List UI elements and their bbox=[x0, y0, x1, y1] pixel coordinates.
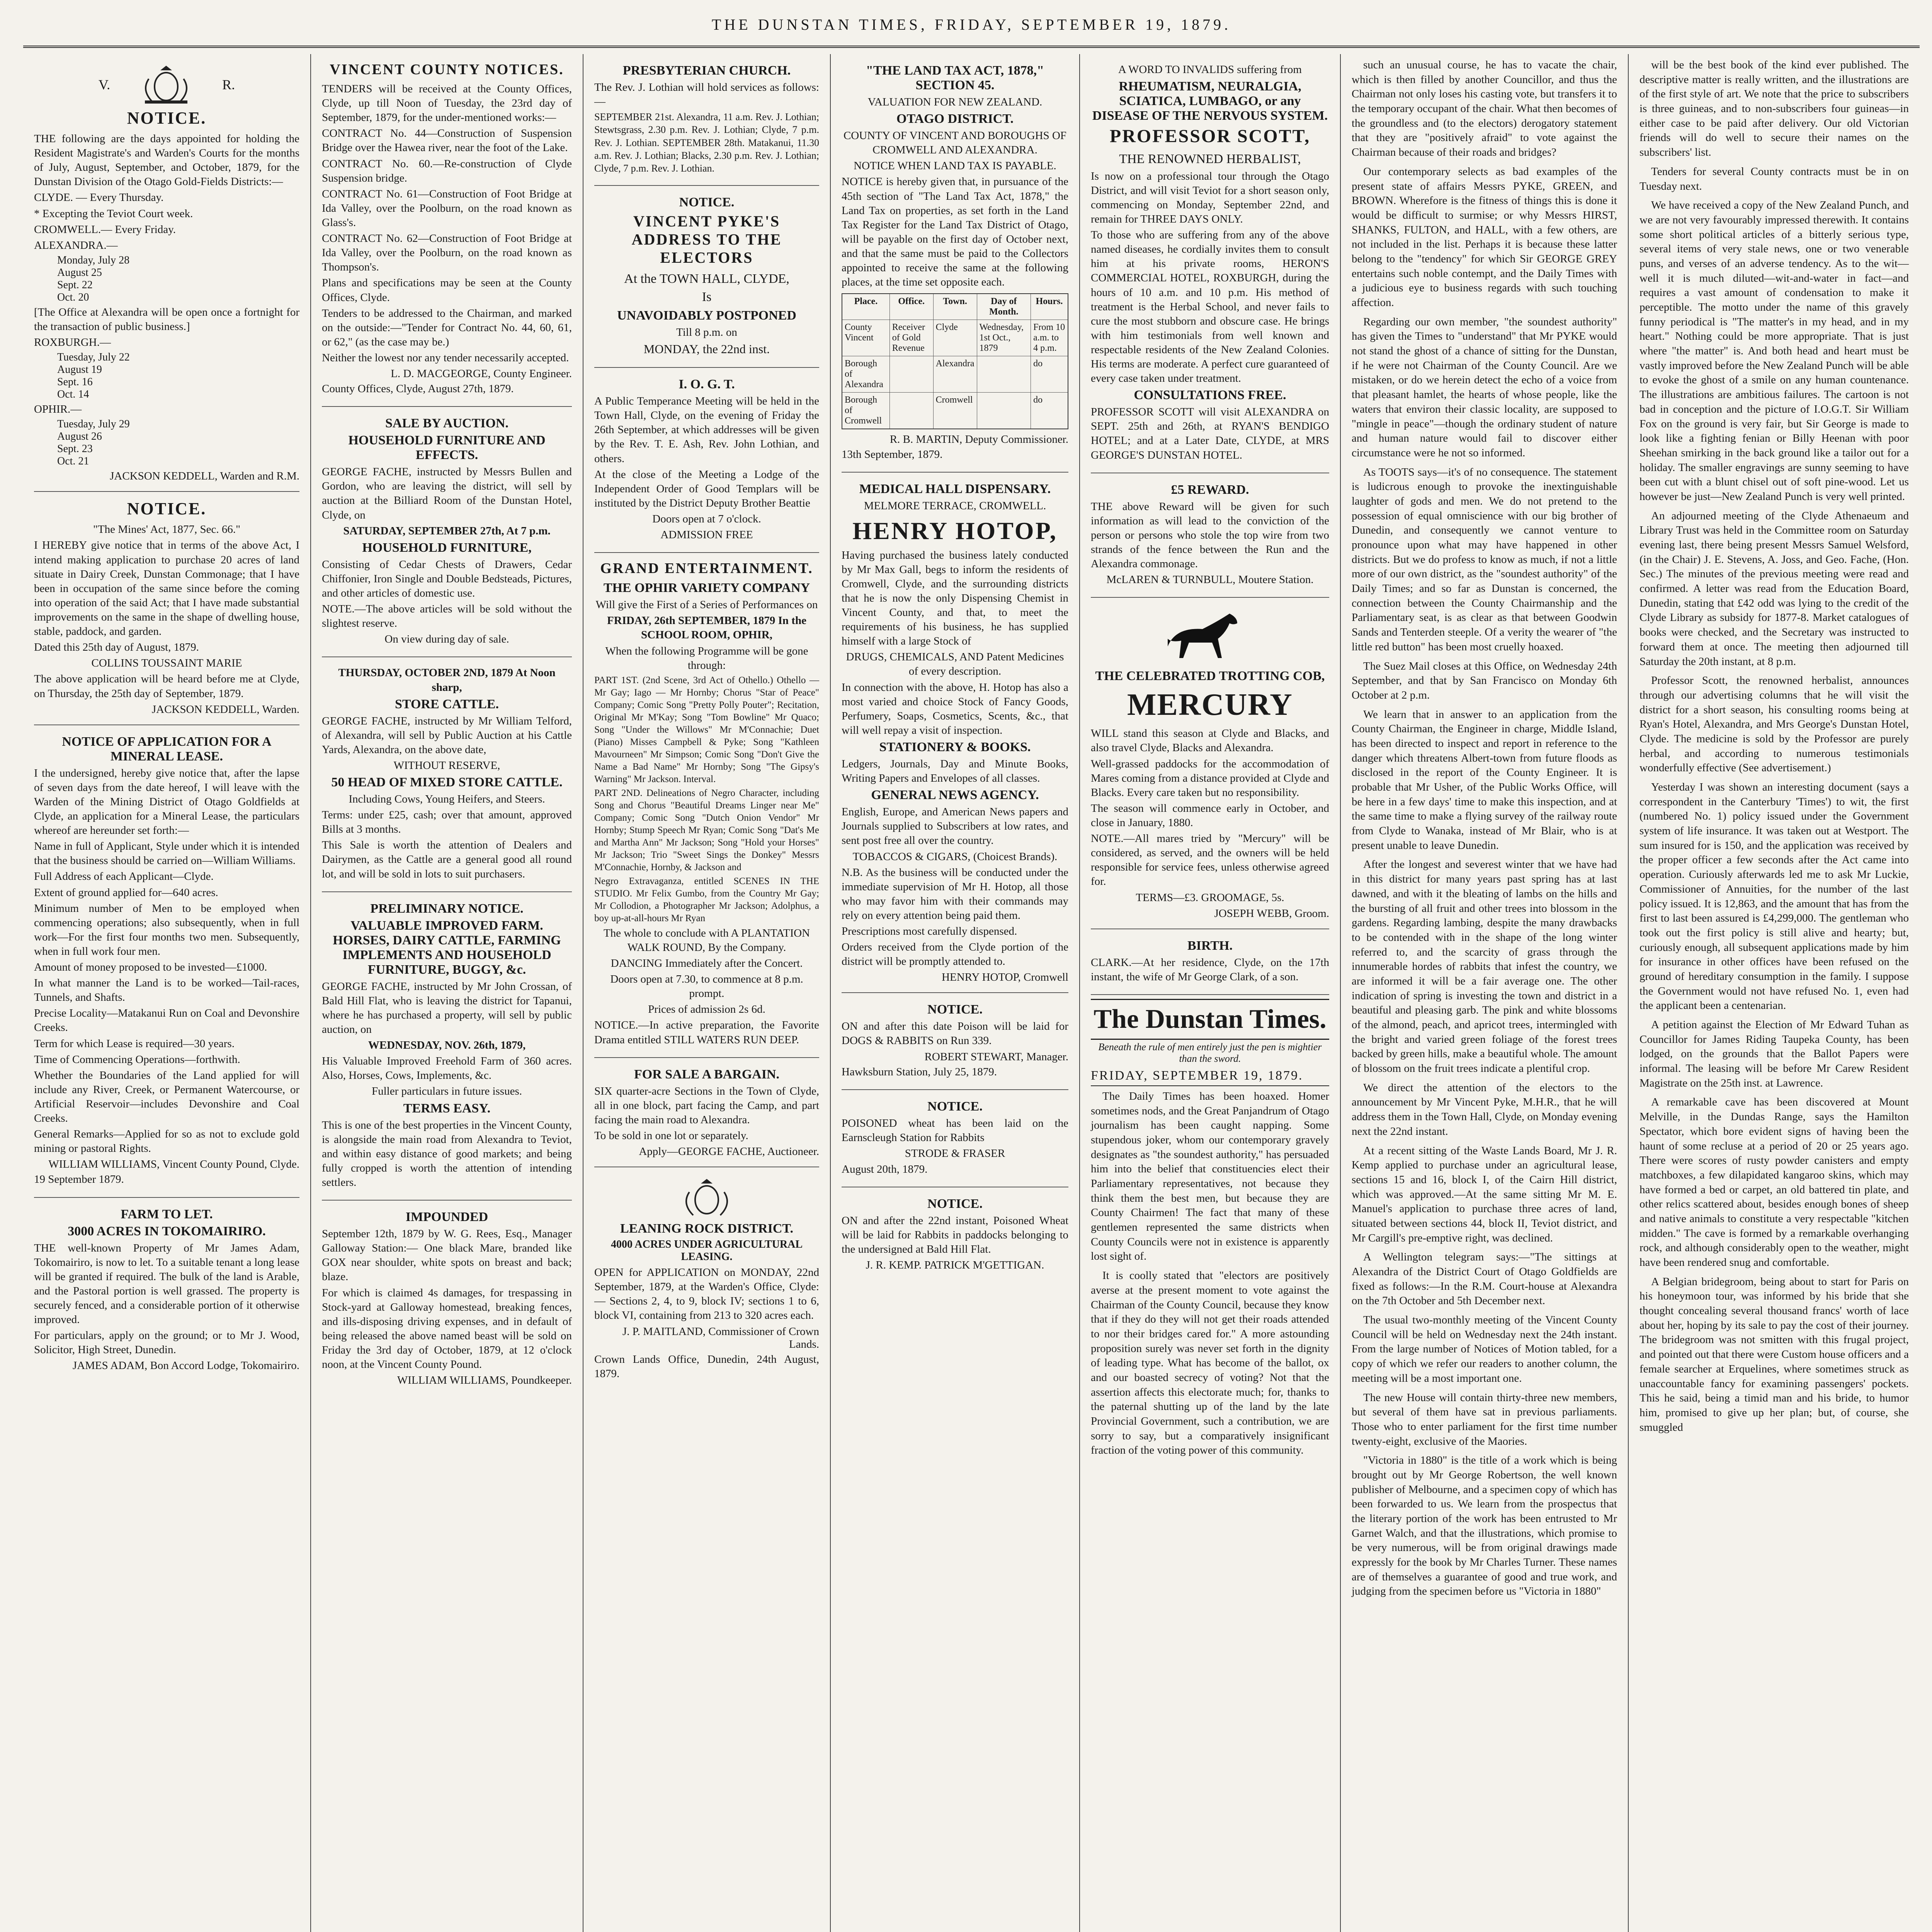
poison-notice-1 bbox=[842, 993, 1068, 1090]
ad-body: PROFESSOR SCOTT will visit ALEXANDRA on SEPT. 25th and 26th, at RYAN'S BENDIGO HOTEL; and at a Later Date, CLYDE, at MRS GEORGE'S DUNSTAN HOTEL. bbox=[1091, 406, 1329, 461]
table-header: Day of Month. bbox=[977, 294, 1031, 320]
paragraph: It is coolly stated that "electors are positively averse at the present moment to vote against the Chairman of the County Council, because they know that if they do they will not get their roads attended to nor their bridges cared for." A more astounding proposition surely was never set forth in the dignity of leading type. What has become of the ballot, ox and our boasted secrecy of voting? Not that the assertion affects this electorate much; for, thanks to the paternal shutting up of the land by the late Provincial Government, such a contribution, we are sorry to say, but a comparatively insignificant fraction of the voting power of this community. bbox=[1091, 1269, 1329, 1457]
paragraph: A Wellington telegram says:—"The sittings at Alexandra of the District Court of Otago Goldfields are fixed as follows:—In the R.M. Court-house at Alexandra on the 7th October and 5th December next. bbox=[1352, 1251, 1617, 1307]
ad-subheading: GENERAL NEWS AGENCY. bbox=[871, 788, 1039, 803]
alexandra-note: [The Office at Alexandra will be open once a fortnight for the transaction of public business.] bbox=[34, 306, 299, 333]
ad-body: Is now on a professional tour through the Otago District, and will visit Teviot for a short season only, commencing on Monday, September 22nd, and remain for THREE DAYS ONLY. bbox=[1091, 170, 1329, 225]
presbyterian-church-ad bbox=[594, 54, 819, 186]
notice-heading: NOTICE OF APPLICATION FOR A MINERAL LEASE. bbox=[62, 734, 272, 764]
ad-heading: I. O. G. T. bbox=[679, 377, 735, 392]
ad-subheading: NOTICE WHEN LAND TAX IS PAYABLE. bbox=[854, 160, 1056, 172]
ad-subheading: VALUATION FOR NEW ZEALAND. bbox=[867, 96, 1043, 108]
iogt-ad bbox=[594, 368, 819, 553]
ad-body: For which is claimed 4s damages, for trespassing in Stock-yard at Galloway homestead, breaking fences, and ills-disposing driving expenses, and in default of being released the above named beast will be sold on Friday the 3rd day of October, 1879, at 12 o'clock noon, at the Vincent County Pound. bbox=[322, 1286, 572, 1371]
ad-heading: NOTICE. bbox=[927, 1099, 983, 1114]
column-2 bbox=[311, 54, 583, 1932]
ad-note: NOTE.—All mares tried by "Mercury" will be considered, as served, and the owners will be held responsible for service fees, unless otherwise agreed for. bbox=[1091, 832, 1329, 888]
ad-terms: TERMS—£3. GROOMAGE, 5s. bbox=[1136, 891, 1284, 904]
date-line: Sept. 23 bbox=[57, 443, 93, 455]
roxburgh-dates bbox=[57, 351, 299, 401]
notice-body: I the undersigned, hereby give notice that, after the lapse of seven days from the date hereof, I will leave with the Warden of the Mining District of Otago Goldfields at Clyde, an application for a Mineral Lease, the particulars whereof are hereunder set forth:— bbox=[34, 767, 299, 837]
professor-scott-ad bbox=[1091, 54, 1329, 473]
ad-heading: LEANING ROCK DISTRICT. bbox=[620, 1221, 794, 1236]
date-line: Oct. 14 bbox=[57, 388, 89, 401]
store-cattle-ad bbox=[322, 657, 572, 892]
signature: L. D. MACGEORGE, County Engineer. bbox=[391, 367, 572, 380]
ad-body: CLARK.—At her residence, Clyde, on the 17th instant, the wife of Mr George Clark, of a son. bbox=[1091, 956, 1329, 983]
reward-ad bbox=[1091, 473, 1329, 598]
ad-date: MONDAY, the 22nd inst. bbox=[643, 342, 770, 356]
royal-crest bbox=[34, 63, 299, 106]
ad-subheading: STATIONERY & BOOKS. bbox=[879, 740, 1031, 754]
paragraph: Professor Scott, the renowned herbalist, announces through our advertising columns that he will visit the district for a short season, his consulting rooms being at Ryan's Hotel, Alexandra, and Mrs George's Dunstan Hotel, Clyde. The medicine is sold by the Professor are purely herbal, and according to numerous testimonials wonderfully effective (See advertisement.) bbox=[1639, 674, 1909, 774]
list-item: Time of Commencing Operations—forthwith. bbox=[34, 1053, 240, 1066]
ad-heading: NOTICE. bbox=[679, 195, 735, 209]
paragraph: We direct the attention of the electors to the announcement by Mr Vincent Pyke, M.H.R., that he will address them in the Town Hall, Clyde, on Monday evening next the 22nd instant. bbox=[1352, 1081, 1617, 1138]
ad-subheading: RHEUMATISM, NEURALGIA, SCIATICA, LUMBAGO, or any DISEASE OF THE NERVOUS SYSTEM. bbox=[1092, 79, 1328, 123]
notice-heading: NOTICE. bbox=[127, 109, 207, 128]
ad-heading: GRAND ENTERTAINMENT. bbox=[600, 560, 813, 577]
table-cell: County Vincent bbox=[842, 320, 889, 356]
ad-heading: FOR SALE A BARGAIN. bbox=[634, 1067, 779, 1082]
column-4 bbox=[831, 54, 1080, 1932]
crest-r: R. bbox=[222, 77, 235, 92]
ad-body: A Public Temperance Meeting will be held in the Town Hall, Clyde, on the evening of Friday the 26th September, at which addresses will be given by the Rev. T. E. Ash, Rev. John Lothian, and others. bbox=[594, 395, 819, 465]
date-line: Tuesday, July 22 bbox=[57, 351, 130, 364]
court-notice bbox=[34, 54, 299, 492]
ad-date: THURSDAY, OCTOBER 2ND, 1879 At Noon sharp, bbox=[338, 667, 556, 694]
cromwell-line: CROMWELL.— Every Friday. bbox=[34, 223, 176, 236]
list-item: Precise Locality—Matakanui Run on Coal and Devonshire Creeks. bbox=[34, 1007, 299, 1034]
ad-body: UNAVOIDABLY POSTPONED bbox=[617, 308, 796, 323]
ad-subheading: 50 HEAD OF MIXED STORE CATTLE. bbox=[331, 775, 563, 790]
roxburgh-line: ROXBURGH.— bbox=[34, 336, 111, 349]
ad-body: To those who are suffering from any of the above named diseases, he cordially invites them to consult him at his private rooms, HERON'S COMMERCIAL HOTEL, ROXBURGH, during the hours of 10 a.m. and 10 p.m. His method of treatment is the Herbal School, and never fails to cure the most stubborn and obscure case. He brings with him testimonials from well known and respectable residents of the New Zealand Colonies. His terms are moderate. A perfect cure guaranteed of every case taken under treatment. bbox=[1091, 229, 1329, 385]
table-cell: Cromwell bbox=[933, 393, 977, 429]
paragraph: The Suez Mail closes at this Office, on Wednesday 24th September, and that by San Francisco on Monday 6th October at 2 p.m. bbox=[1352, 660, 1617, 701]
ad-body: Plans and specifications may be seen at the County Offices, Clyde. bbox=[322, 277, 572, 304]
ad-date: SATURDAY, SEPTEMBER 27th, At 7 p.m. bbox=[343, 524, 551, 537]
notice-body: I HEREBY give notice that in terms of the above Act, I intend making application to purchase 20 acres of land situate in Dairy Creek, Dunstan Commonage; that I have been in occupation of the same since before the coming into operation of the said Act; that I have made substantial improvements on the same in the shape of dwelling house, stable, paddock, and garden. bbox=[34, 539, 299, 638]
paragraph: We learn that in answer to an application from the County Chairman, the Engineer in charge, Middle Island, has been directed to inspect and report in reference to the danger which threatens Albert-town from future floods as disclosed in the report of the County Engineer. It is probable that Mr Usher, of the Public Works Office, will be here in a few days' time to make this inspection, and at the same time to make a flying survey of the railway route from Clyde to Wanaka, instead of Mr Blair, who is at present unable to leave Dunedin. bbox=[1352, 708, 1617, 852]
ad-body: When the following Programme will be gone through: bbox=[605, 645, 808, 672]
notice-body: THE following are the days appointed for holding the Resident Magistrate's and Warden's Courts for the months of July, August, September, and October, 1879, for the Dunstan Division of the Otago Gold-Fields Districts:— bbox=[34, 133, 299, 188]
ad-body: Is bbox=[702, 290, 712, 304]
paragraph: "Victoria in 1880" is the title of a work which is being brought out by Mr George Robertson, the well known publisher of Melbourne, and a specimen copy of which has been forwarded to us. We learn from the prospectus that the literary portion of the work has been entrusted to Mr Garnet Walch, and that the illustrations, which promise to be very numerous, will be from original drawings made expressly for the book by Mr Charles Turner. These names are of themselves a guarantee of good and true work, and judging from the specimen before us "Victoria in 1880" bbox=[1352, 1454, 1617, 1598]
ad-date: Hawksburn Station, July 25, 1879. bbox=[842, 1065, 997, 1078]
ad-body: Neither the lowest nor any tender necessarily accepted. bbox=[322, 351, 569, 364]
list-item: Amount of money proposed to be invested—£1000. bbox=[34, 961, 267, 974]
ad-subheading: HOUSEHOLD FURNITURE AND EFFECTS. bbox=[348, 433, 546, 463]
table-cell: Clyde bbox=[933, 320, 977, 356]
ad-body: Orders received from the Clyde portion of the district will be promptly attended to. bbox=[842, 941, 1068, 968]
paragraph: An adjourned meeting of the Clyde Athenaeum and Library Trust was held in the Committee room on Saturday evening last, there being present Messrs Samuel Welsford, (in the Chair) J. E. Stevens, A. Joss, and Geo. Fache, (Hon. Sec.) The minutes of the previous meeting were read and confirmed. A letter was read from the Education Board, Dunedin, stating that £42 odd was lying to the credit of the Clyde Library as subsidy for 1877-8. Market catalogues of books were checked, and the Secretary was instructed to forward them at once. The meeting then adjourned till Saturday the 20th instant, at 8 p.m. bbox=[1639, 509, 1909, 668]
ad-heading: A WORD TO INVALIDS suffering from bbox=[1118, 63, 1302, 76]
ad-body: Will give the First of a Series of Performances on bbox=[595, 599, 818, 611]
table-cell: From 10 a.m. to 4 p.m. bbox=[1031, 320, 1068, 356]
programme-part-1: PART 1ST. (2nd Scene, 3rd Act of Othello.) Othello — Mr Gay; Iago — Mr Hornby; Chorus "Star of Peace" Company; Comic Song "Pretty Polly Pouter"; Recitation, Original Mr M'Kay; Song "Tom Bowline" Mr Quaco; Song "Under the Willows" Mr M'Connachie; Duet (Piano) Misses Campbell & Pyke; Song "Kathleen Mavourneen" Mr Simpson; Comic Song "Don't Give the Name a Bad Name" Mr Hornby; Song "The Gipsy's Warning" Mr Jackson. Interval. bbox=[594, 675, 819, 784]
ad-body: English, Europe, and American News papers and Journals supplied to Subscribers at low rates, and sent post free all over the country. bbox=[842, 806, 1068, 847]
ad-body: POISONED wheat has been laid on the Earnscleugh Station for Rabbits bbox=[842, 1117, 1068, 1144]
ad-subheading: THE OPHIR VARIETY COMPANY bbox=[603, 581, 810, 595]
date-line: Tuesday, July 29 bbox=[57, 418, 130, 430]
horse-name: MERCURY bbox=[1127, 688, 1293, 722]
ad-note: NOTE.—The above articles will be sold without the slightest reserve. bbox=[322, 603, 572, 630]
ad-apply: For particulars, apply on the ground; or to Mr J. Wood, Solicitor, High Street, Dunedin. bbox=[34, 1329, 299, 1356]
paragraph: The new House will contain thirty-three new members, but several of them have sat in previous parliaments. Those who to enter parliament for the first time number twenty-eight, exclusive of the Maories. bbox=[1352, 1391, 1617, 1447]
ad-subheading: THE RENOWNED HERBALIST, bbox=[1119, 152, 1301, 167]
ad-subheading: COUNTY OF VINCENT AND BOROUGHS OF CROMWELL AND ALEXANDRA. bbox=[843, 129, 1067, 156]
ad-body: Till 8 p.m. on bbox=[676, 326, 737, 339]
mines-act-notice bbox=[34, 492, 299, 725]
table-header: Office. bbox=[889, 294, 933, 320]
paragraph: Yesterday I was shown an interesting document (says a correspondent in the Canterbury 'Times') to wit, the first (numbered No. 1) policy issued under the Government system of life insurance. It was taken out at Westport. The sum insured for is 150, and the application was received by the proper officer a few seconds after the Act came into operation. Curiously afterwards led me to ask Mr Luckie, Commissioner of Annuities, for the number of the last policy issued. It is 12,863, and the amount that has from the first to last been assured is £4,299,000. The gentleman who took out the first policy is still alive and hearty; but, curiously enough, all subsequent applications made by him for insurance in other offices have been refused on the ground of hereditary consumption in the family. I suppose the Government would not have refused No. 1, even had the applicant been a centenarian. bbox=[1639, 781, 1909, 1012]
top-rule bbox=[23, 46, 1920, 48]
signature: WILLIAM WILLIAMS, Vincent County Pound, Clyde. bbox=[48, 1158, 299, 1171]
ad-body: Prescriptions most carefully dispensed. bbox=[842, 925, 1017, 938]
leaning-rock-ad bbox=[594, 1167, 819, 1391]
ad-body: The whole to conclude with A PLANTATION WALK ROUND, By the Company. bbox=[603, 927, 810, 954]
signature: R. B. MARTIN, Deputy Commissioner. bbox=[889, 433, 1068, 446]
paragraph: Our contemporary selects as bad examples of the present state of affairs Messrs PYKE, GREEN, and BROWN. Wherefore is the fitness of things this is done it would be difficult to surmise; or why Messrs HIRST, SHANKS, FULTON, and HALL, with a few others, are not included in the list. Perhaps it is because these latter belong to the "tendency" for which Sir GEORGE GREY entertains such noble contempt, and the Daily Times with a judicious eye to business regards with such touching affection. bbox=[1352, 165, 1617, 309]
column-5 bbox=[1080, 54, 1341, 1932]
table-header: Hours. bbox=[1031, 294, 1068, 320]
ad-date: WEDNESDAY, NOV. 26th, 1879, bbox=[368, 1039, 526, 1052]
ad-note: NOTICE.—In active preparation, the Favorite Drama entitled STILL WATERS RUN DEEP. bbox=[594, 1019, 819, 1046]
vincent-county-notices bbox=[322, 54, 572, 407]
ad-body: NOTICE is hereby given that, in pursuance of the 45th section of "The Land Tax Act, 1878," the Land Tax on properties, as set forth in the Land Tax Register for the Land Tax District of Otago, will be payable on the first day of October next, and that the same must be paid to the Collectors appointed to receive the same at the following places, at the time set opposite each. bbox=[842, 175, 1068, 289]
paper-motto: Beneath the rule of men entirely just the pen is mightier than the sword. bbox=[1098, 1041, 1322, 1064]
ad-subheading: CONSULTATIONS FREE. bbox=[1134, 388, 1286, 403]
signature: HENRY HOTOP, Cromwell bbox=[942, 971, 1068, 984]
ad-heading: MEDICAL HALL DISPENSARY. bbox=[859, 482, 1051, 497]
paragraph: Regarding our own member, "the soundest authority" has given the Times to "understand" that Mr PYKE would not stand the ghost of a chance of sitting for the Dunstan, if he were not Chairman of the County Council. Are we mistaken, or do we herein detect the echo of a voice from that pleasant hamlet, the hearts of whose people, like the waters that environ their classic locality, are supposed to "mingle in peace"—though the ordinary student of nature and human nature would fail to discover either circumstance were he not so informed. bbox=[1352, 315, 1617, 459]
ad-heading: £5 REWARD. bbox=[1171, 482, 1249, 497]
masthead: THE DUNSTAN TIMES, FRIDAY, SEPTEMBER 19, 1879. bbox=[711, 16, 1231, 33]
paragraph: will be the best book of the kind ever published. The descriptive matter is really written, and the illustrations are of the first style of art. We note that the price to subscribers is three guineas, and to non-subscribers four guineas—in either case to be paid after delivery. Our old Victorian friends will do well to secure their names on the subscribers' list. bbox=[1639, 59, 1909, 159]
crest-v: V. bbox=[98, 77, 111, 92]
ophir-dates bbox=[57, 418, 299, 468]
ad-body: Having purchased the business lately conducted by Mr Max Gall, begs to inform the residents of Cromwell, Clyde, and the surrounding districts that he is now the only Dispensing Chemist in Vincent County, and that, to meet the requirements of his business, he has supplied himself with a large Stock of bbox=[842, 549, 1068, 648]
ad-body: His Valuable Improved Freehold Farm of 360 acres. Also, Horses, Cows, Implements, &c. bbox=[322, 1055, 572, 1082]
table-cell: do bbox=[1031, 393, 1068, 429]
birth-notice bbox=[1091, 929, 1329, 995]
alexandra-line: ALEXANDRA.— bbox=[34, 239, 118, 252]
table-cell: Wednesday, 1st Oct., 1879 bbox=[977, 320, 1031, 356]
ad-note: ADMISSION FREE bbox=[660, 529, 753, 541]
poison-notice-3 bbox=[842, 1187, 1068, 1282]
ad-date: 13th September, 1879. bbox=[842, 448, 943, 461]
list-item: Whether the Boundaries of the Land applied for will include any River, Creek, or Permanent Watercourse, or Artificial Reservoir—includes Devonshire and Coal Creeks. bbox=[34, 1069, 299, 1125]
column-1 bbox=[23, 54, 311, 1932]
ad-body: THE well-known Property of Mr James Adam, Tokomairiro, is now to let. To a suitable tenant a long lease will be granted if required. The bulk of the land is Arable, and the Pastoral portion is well grassed. The property is securely fenced, and a considerable portion of it otherwise improved. bbox=[34, 1242, 299, 1326]
paragraph: Tenders for several County contracts must be in on Tuesday next. bbox=[1639, 165, 1909, 192]
notice-heading: NOTICE. bbox=[127, 499, 207, 519]
ad-body: GEORGE FACHE, instructed by Messrs Bullen and Gordon, who are leaving the district, will sell by auction at the Billiard Room of the Dunstan Hotel, Clyde, on bbox=[322, 466, 572, 521]
ad-heading: STORE CATTLE. bbox=[395, 697, 499, 711]
clyde-note: * Excepting the Teviot Court week. bbox=[34, 207, 193, 220]
ad-heading: FARM TO LET. bbox=[121, 1207, 213, 1221]
ad-note: WITHOUT RESERVE, bbox=[393, 759, 500, 772]
ad-heading: SALE BY AUCTION. bbox=[385, 416, 509, 431]
list-item: General Remarks—Applied for so as not to exclude gold mining or pastoral Rights. bbox=[34, 1128, 299, 1155]
table-cell: Alexandra bbox=[933, 356, 977, 393]
royal-crest bbox=[594, 1177, 819, 1219]
land-tax-notice bbox=[842, 54, 1068, 473]
table-cell bbox=[889, 393, 933, 429]
table-header-row bbox=[842, 294, 1068, 320]
ad-note: On view during day of sale. bbox=[384, 633, 509, 646]
alexandra-dates bbox=[57, 254, 299, 304]
paragraph: At a recent sitting of the Waste Lands Board, Mr J. R. Kemp applied to purchase under an agricultural lease, sections 15 and 16, block I, of the Cairn Hill district, which was approved.—At the same sitting Mr M. E. Manuel's application to purchase three acres of land, situated between sections 44, block II, Teviot district, and Mr Cargill's pre-emptive right, was declined. bbox=[1352, 1144, 1617, 1244]
list-item: Term for which Lease is required—30 years. bbox=[34, 1037, 235, 1050]
contract-item: CONTRACT No. 61—Construction of Foot Bridge at Ida Valley, over the Poolburn, on the road known as Glass's. bbox=[322, 187, 572, 229]
ad-body: THE above Reward will be given for such information as will lead to the conviction of the person or persons who stole the top wire from two strands of the fence between the Run and the Alexandra commonage. bbox=[1091, 500, 1329, 570]
ad-body: Consisting of Cedar Chests of Drawers, Cedar Chiffonier, Iron Single and Double Bedsteads, Pictures, and other articles of domestic use. bbox=[322, 558, 572, 599]
paper-title: The Dunstan Times. bbox=[1091, 999, 1329, 1040]
table-header: Town. bbox=[933, 294, 977, 320]
paragraph: We have received a copy of the New Zealand Punch, and we are not very favourably impressed therewith. It contains some short political articles of a bitterly serious type, several items of very stale news, one or two venerable puns, and verses of an adverse tendency. As to the wit—well it is much diluted—wit-and-water in fact—and requires a vast amount of condensation to make it perceptible. The motto under the name of this gravely funny periodical is "The matter's in my head, and in my heart." Nothing could be more appropriate. That is just where "the matter" is. And both head and heart must be vastly improved before the New Zealand Punch will be able to evoke the ghost of a smile on any human countenance. The illustrations are ambitious failures. The cartoon is not bad in conception and the picture of I.O.G.T. Sir William Fox on the ground is very fair, but Sir George is made to look like a fighting fenian or Billy Heenan with poor Sheehan smirking in the back ground like a tailor out for a holiday. The smaller engravings are sunny seeming to have been cut with a blunt chisel out of soft pine-wood. Let us however be just—New Zealand Punch is very well printed. bbox=[1639, 199, 1909, 503]
horse-icon bbox=[1091, 608, 1329, 666]
paragraph: A petition against the Election of Mr Edward Tuhan as Councillor for James Riding Taupeka County, has been lodged, on the grounds that the Ballot Papers were informal. The leasing will be before Mr Carew Resident Magistrate on the 25th inst. at Lawrence. bbox=[1639, 1019, 1909, 1089]
date-line: Sept. 16 bbox=[57, 376, 93, 388]
ad-body: GEORGE FACHE, instructed by Mr William Telford, of Alexandra, will sell by Public Auction at his Cattle Yards, Alexandra, on the above date, bbox=[322, 714, 572, 756]
date-line: August 19 bbox=[57, 364, 102, 376]
notice-hearing: The above application will be heard before me at Clyde, on Thursday, the 25th day of September, 1879. bbox=[34, 673, 299, 700]
ad-heading: NOTICE. bbox=[927, 1002, 983, 1017]
ad-date: FRIDAY, 26th SEPTEMBER, 1879 In the SCHOOL ROOM, OPHIR, bbox=[607, 614, 806, 641]
table-cell: do bbox=[1031, 356, 1068, 393]
columns bbox=[23, 54, 1920, 1932]
bargain-ad bbox=[594, 1058, 819, 1167]
table-cell bbox=[977, 356, 1031, 393]
notice-date: 19 September 1879. bbox=[34, 1173, 124, 1186]
list-item: In what manner the Land is to be worked—Tail-races, Tunnels, and Shafts. bbox=[34, 977, 299, 1004]
date-line: Oct. 20 bbox=[57, 291, 89, 303]
list-item: Minimum number of Men to be employed when commencing operations; also subsequently, when in full work—For the first four months two men. Subsequently, when in full work four men. bbox=[34, 902, 299, 957]
ad-subheading: HOUSEHOLD FURNITURE, bbox=[362, 540, 532, 555]
paragraph: A remarkable cave has been discovered at Mount Melville, in the Dundas Range, says the Hamilton Spectator, which bore evident signs of having been the haunt of some recluse at a period of 20 or 25 years ago. There were scores of rusty powder canisters and empty matchboxes, a few dilapidated kangaroo skins, which may have formed a bed or carpet, an old battered tin plate, and other relics scattered about, besides enough bones of sheep and native animals to constitute a very respectable "kitchen midden." The cave is formed by a remarkable overhanging rock, and although considerably open to the weather, might have been rendered snug and comfortable. bbox=[1639, 1096, 1909, 1269]
ad-note: Fuller particulars in future issues. bbox=[372, 1085, 522, 1098]
dateline: FRIDAY, SEPTEMBER 19, 1879. bbox=[1091, 1068, 1329, 1086]
signature: JOSEPH WEBB, Groom. bbox=[1214, 907, 1329, 920]
signature: JACKSON KEDDELL, Warden. bbox=[151, 703, 299, 716]
ad-subheading: 3000 ACRES IN TOKOMAIRIRO. bbox=[68, 1224, 266, 1238]
table-cell: Borough of Alexandra bbox=[842, 356, 889, 393]
ad-body: DRUGS, CHEMICALS, AND Patent Medicines of every description. bbox=[846, 651, 1064, 678]
coat-of-arms-icon bbox=[674, 1177, 740, 1219]
ad-heading: "THE LAND TAX ACT, 1878," SECTION 45. bbox=[866, 63, 1044, 92]
notice-date: Dated this 25th day of August, 1879. bbox=[34, 641, 199, 654]
ad-heading: PRESBYTERIAN CHURCH. bbox=[622, 63, 791, 78]
ad-body: OPEN for APPLICATION on MONDAY, 22nd September, 1879, at the Warden's Office, Clyde:— Sections 2, 4, to 9, block IV; sections 1 to 6, block VI, containing from 213 to 320 acres each. bbox=[594, 1266, 819, 1322]
signature: Apply—GEORGE FACHE, Auctioneer. bbox=[639, 1145, 819, 1158]
table-header: Place. bbox=[842, 294, 889, 320]
date-line: Oct. 21 bbox=[57, 455, 89, 468]
contract-item: CONTRACT No. 44—Construction of Suspension Bridge over the Hawea river, near the foot of the Lake. bbox=[322, 127, 572, 154]
poison-notice-2 bbox=[842, 1090, 1068, 1187]
column-6 bbox=[1341, 54, 1629, 1932]
ad-heading: PRELIMINARY NOTICE. bbox=[370, 901, 524, 916]
ad-heading: THE CELEBRATED TROTTING COB, bbox=[1095, 669, 1325, 684]
paragraph: After the longest and severest winter that we have had in this district for many years past spring has at last dawned, and with it the bleating of lambs on the hills and the bursting of all fruit and other trees into blossom in the gardens. Regarding lambing, despite the many drawbacks to be contended with in the shape of the long winter referred to, and the scarcity of grass through the innumerable hordes of rabbits that infest the country, we are informed it will be a fair average one. The other indication of spring is investing the town and district in a beautiful and pleasing garb. The pink and white blossoms of the almond, peach, and apricot trees, intermingled with the bright and varied green foliage of the forest trees backed by green hills, make a beautiful whole. The amount of blossom on the fruit trees indicate a plentiful crop. bbox=[1352, 858, 1617, 1075]
horse-illustration bbox=[1152, 608, 1268, 666]
ad-date: County Offices, Clyde, August 27th, 1879. bbox=[322, 383, 514, 395]
ad-body: Well-grassed paddocks for the accommodation of Mares coming from a distance provided at Clyde and Blacks. Every care taken but no responsibility. bbox=[1091, 757, 1329, 799]
ad-body: GEORGE FACHE, instructed by Mr John Crossan, of Bald Hill Flat, who is leaving the district for Tapanui, where he has purchased a property, will sell by public auction, on bbox=[322, 980, 572, 1036]
ad-subheading: TERMS EASY. bbox=[403, 1101, 491, 1116]
date-line: August 25 bbox=[57, 266, 102, 279]
table-row bbox=[842, 320, 1068, 356]
date-line: Monday, July 28 bbox=[57, 254, 130, 266]
table-row bbox=[842, 393, 1068, 429]
table-cell bbox=[889, 356, 933, 393]
signature: ROBERT STEWART, Manager. bbox=[924, 1050, 1068, 1063]
ad-body: ON and after this date Poison will be laid for DOGS & RABBITS on Run 339. bbox=[842, 1020, 1068, 1047]
ad-body: In connection with the above, H. Hotop has also a most varied and choice Stock of Fancy Goods, Perfumery, Soaps, Cosmetics, Scents, &c., that will well repay a visit of inspection. bbox=[842, 681, 1068, 736]
sale-by-auction-ad bbox=[322, 407, 572, 657]
table-row bbox=[842, 356, 1068, 393]
ad-subheading: 4000 ACRES UNDER AGRICULTURAL LEASING. bbox=[611, 1238, 803, 1263]
preliminary-notice-ad bbox=[322, 892, 572, 1201]
ad-heading: IMPOUNDED bbox=[405, 1210, 488, 1225]
signature: WILLIAM WILLIAMS, Poundkeeper. bbox=[397, 1374, 572, 1387]
ad-body: The season will commence early in October, and close in January, 1880. bbox=[1091, 802, 1329, 829]
ad-body: At the close of the Meeting a Lodge of the Independent Order of Good Templars will be instituted by the District Deputy Brother Beattie bbox=[594, 468, 819, 509]
tax-schedule-table bbox=[842, 293, 1068, 429]
farm-to-let-ad bbox=[34, 1198, 299, 1381]
ad-body: September 12th, 1879 by W. G. Rees, Esq., Manager Galloway Station:— One black Mare, branded like GOX near shoulder, white spots on breast and back; blaze. bbox=[322, 1228, 572, 1283]
coat-of-arms-icon bbox=[133, 63, 199, 106]
ad-body: Ledgers, Journals, Day and Minute Books, Writing Papers and Envelopes of all classes. bbox=[842, 757, 1068, 785]
paragraph: As TOOTS says—it's of no consequence. The statement is ludicrous enough to provoke the inextinguishable laughter of gods and men. We do not pretend to the possession of equal omniscience with our big brother of Dunedin, and consequently we cannot venture to pronounce upon what may have happened in other districts. But we do profess to know as much, if not a little more of our own district, as the "soundest authority" of the Daily Times; and so far as Dunstan is concerned, the connection between the County Chairmanship and the Parliamentary seat, is as clear as that between Goodwin Sands and Tenterden steeple. Of a verity the wearer of "the little red button" has been most cruelly hoaxed. bbox=[1352, 466, 1617, 653]
programme-part-2: PART 2ND. Delineations of Negro Character, including Song and Chorus "Beautiful Dreams Linger near Me" Company; Comic Song "Dutch Onion Vendor" Mr Hornby; Stump Speech Mr Ryan; Comic Song "Dat's Me and Martha Ann" Mr Jackson; Song "Hold your Horses" Mr Jackson; Trio "Sweet Sings the Donkey" Messrs M'Connachie, Hornby, & Jackson and bbox=[594, 787, 819, 872]
paragraph: The Daily Times has been hoaxed. Homer sometimes nods, and the Great Panjandrum of Otago journalism has been caught napping. Some stupendous joker, whom our contemporary gravely designates as "the soundest authority," has persuaded him into the belief that constituencies elect their Parliamentary representatives, not because they think them the best men, but because they are County Chairmen! The fact that many of these gentlemen represented the same districts when County Councils were not in existence is apparently lost sight of. bbox=[1091, 1090, 1329, 1263]
programme-negro: Negro Extravaganza, entitled SCENES IN THE STUDIO. Mr Felix Gumbo, from the Country Mr Gay; Mr Collodion, a Photographer Mr Jackson; Adolphus, a boy up-at-all-hours Mr Ryan bbox=[594, 876, 819, 923]
ad-note: Prices of admission 2s 6d. bbox=[648, 1003, 765, 1016]
ad-body: TENDERS will be received at the County Offices, Clyde, up till Noon of Tuesday, the 23rd day of September, 1879, for the under-mentioned works:— bbox=[322, 83, 572, 124]
column-3 bbox=[583, 54, 831, 1932]
ad-date: Crown Lands Office, Dunedin, 24th August, 1879. bbox=[594, 1353, 819, 1380]
mineral-lease-notice bbox=[34, 725, 299, 1198]
ad-subheading: VINCENT PYKE'S ADDRESS TO THE ELECTORS bbox=[631, 212, 782, 266]
table-cell: Borough of Cromwell bbox=[842, 393, 889, 429]
ad-body: The Rev. J. Lothian will hold services as follows:— bbox=[594, 81, 819, 108]
signature: J. P. MAITLAND, Commissioner of Crown Lands. bbox=[622, 1325, 819, 1350]
impounded-ad bbox=[322, 1201, 572, 1395]
date-line: August 26 bbox=[57, 430, 102, 443]
ad-subheading: MELMORE TERRACE, CROMWELL. bbox=[864, 500, 1046, 512]
ad-body: SIX quarter-acre Sections in the Town of Clyde, all in one block, part facing the Camp, and part facing the main road to Alexandra. bbox=[594, 1085, 819, 1126]
ad-body: This Sale is worth the attention of Dealers and Dairymen, as the Cattle are a general good all round lot, and will be sold in lots to suit purchasers. bbox=[322, 839, 572, 880]
ad-body: At the TOWN HALL, CLYDE, bbox=[624, 271, 789, 286]
ad-subheading: TOBACCOS & CIGARS, (Choicest Brands). bbox=[852, 850, 1058, 863]
ad-body: This is one of the best properties in the Vincent County, is alongside the main road from Alexandra to Teviot, and within easy distance of good markets; and being fully cropped is worth the attention of intending settlers. bbox=[322, 1119, 572, 1189]
paragraph: The usual two-monthly meeting of the Vincent County Council will be held on Wednesday next the 24th instant. From the large number of Notices of Motion tabled, for a copy of which we refer our readers to another column, the meeting will be a most important one. bbox=[1352, 1314, 1617, 1384]
signature: JACKSON KEDDELL, Warden and R.M. bbox=[110, 470, 299, 483]
ad-subheading: OTAGO DISTRICT. bbox=[896, 112, 1014, 126]
ad-subheading: VALUABLE IMPROVED FARM. HORSES, DAIRY CATTLE, FARMING IMPLEMENTS AND HOUSEHOLD FURNITURE, BUGGY, &c. bbox=[333, 918, 561, 977]
medical-hall-ad bbox=[842, 473, 1068, 993]
list-item: Extent of ground applied for—640 acres. bbox=[34, 886, 218, 899]
ad-body: DANCING Immediately after the Concert. bbox=[611, 957, 803, 970]
ad-name: HENRY HOTOP, bbox=[852, 517, 1058, 544]
ad-body: WILL stand this season at Clyde and Blacks, and also travel Clyde, Blacks and Alexandra. bbox=[1091, 727, 1329, 754]
signature: J. R. KEMP. PATRICK M'GETTIGAN. bbox=[866, 1259, 1044, 1272]
date-line: Sept. 22 bbox=[57, 279, 93, 291]
editorial-body bbox=[1352, 54, 1617, 1599]
schedule: SEPTEMBER 21st. Alexandra, 11 a.m. Rev. J. Lothian; Stewtsgrass, 2.30 p.m. Rev. J. Lothian; Clyde, 7 p.m. Rev. J. Lothian. SEPTEMBER 28th. Matakanui, 11.30 a.m. Rev. J. Lothian; Blacks, 2.30 p.m. Rev. J. Lothian; Clyde, 7 p.m. Rev. J. Lothian. bbox=[594, 111, 819, 174]
table-cell bbox=[977, 393, 1031, 429]
clyde-line: CLYDE. — Every Thursday. bbox=[34, 191, 164, 204]
editorial-section bbox=[1091, 999, 1329, 1458]
signature: STRODE & FRASER bbox=[905, 1147, 1005, 1160]
ad-body: Including Cows, Young Heifers, and Steers. bbox=[349, 793, 545, 806]
ad-heading: NOTICE. bbox=[927, 1197, 983, 1211]
ad-body: Tenders to be addressed to the Chairman, and marked on the outside:—"Tender for Contract No. 44, 60, 61, or 62," (as the case may be.) bbox=[322, 307, 572, 348]
contract-item: CONTRACT No. 60.—Re-construction of Clyde Suspension bridge. bbox=[322, 157, 572, 184]
signature: McLAREN & TURNBULL, Moutere Station. bbox=[1106, 573, 1314, 586]
ad-date: August 20th, 1879. bbox=[842, 1163, 928, 1176]
ad-heading: VINCENT COUNTY NOTICES. bbox=[330, 61, 564, 78]
paragraph: such an unusual course, he has to vacate the chair, which is then filled by another Councillor, and thus the Chairman not only loses his casting vote, but transfers it to the temporary occupant of the chair. What then becomes of the groundless and (to the electors) derogatory statement that they are "positively afraid" to vote against the Chairman because of their roads and bridges? bbox=[1352, 59, 1617, 159]
editorial-body bbox=[1091, 1089, 1329, 1458]
ad-body: ON and after the 22nd instant, Poisoned Wheat will be laid for Rabbits in paddocks belonging to the undersigned at Bald Hill Flat. bbox=[842, 1214, 1068, 1256]
notice-subheading: "The Mines' Act, 1877, Sec. 66." bbox=[93, 523, 240, 536]
ad-note: Doors open at 7 o'clock. bbox=[652, 513, 761, 526]
column-7 bbox=[1629, 54, 1920, 1932]
contract-item: CONTRACT No. 62—Construction of Foot Bridge at Ida Valley, over the Poolburn, on the road known as Thompson's. bbox=[322, 232, 572, 274]
ad-name: PROFESSOR SCOTT, bbox=[1109, 126, 1311, 147]
table-cell: Receiver of Gold Revenue bbox=[889, 320, 933, 356]
ophir-line: OPHIR.— bbox=[34, 403, 82, 416]
grand-entertainment-ad bbox=[594, 553, 819, 1058]
ad-note: Doors open at 7.30, to commence at 8 p.m. prompt. bbox=[610, 973, 803, 1000]
ad-heading: BIRTH. bbox=[1187, 938, 1233, 953]
signature: JAMES ADAM, Bon Accord Lodge, Tokomairiro. bbox=[72, 1359, 299, 1372]
trotting-cob-ad bbox=[1091, 598, 1329, 929]
list-item: Full Address of each Applicant—Clyde. bbox=[34, 870, 214, 883]
list-item: Name in full of Applicant, Style under which it is intended that the business should be carried on—William Williams. bbox=[34, 840, 299, 867]
ad-terms: Terms: under £25, cash; over that amount, approved Bills at 3 months. bbox=[322, 809, 572, 836]
editorial-body bbox=[1639, 54, 1909, 1435]
ad-body: To be sold in one lot or separately. bbox=[594, 1129, 748, 1142]
signature: COLLINS TOUSSAINT MARIE bbox=[91, 657, 242, 670]
ad-body: N.B. As the business will be conducted under the immediate supervision of Mr H. Hotop, all those who may favor him with their commands may rely on every attention being paid them. bbox=[842, 866, 1068, 922]
paragraph: A Belgian bridegroom, being about to start for Paris on his honeymoon tour, was informed by his bride that she thought concealing several thousand francs' worth of lace about her, hoping by its sale to pay the cost of their journey. The bridegroom was not smitten with this frugal project, and pointed out that there were Custom house officers and a female searcher at Erquelines, where sometimes struck as unaccountable fancy for examining passengers' pockets. This he said, being a timid man and his bride, to humor him, promised to give up her plan; but, of course, she smuggled bbox=[1639, 1275, 1909, 1434]
vincent-pyke-notice bbox=[594, 186, 819, 368]
